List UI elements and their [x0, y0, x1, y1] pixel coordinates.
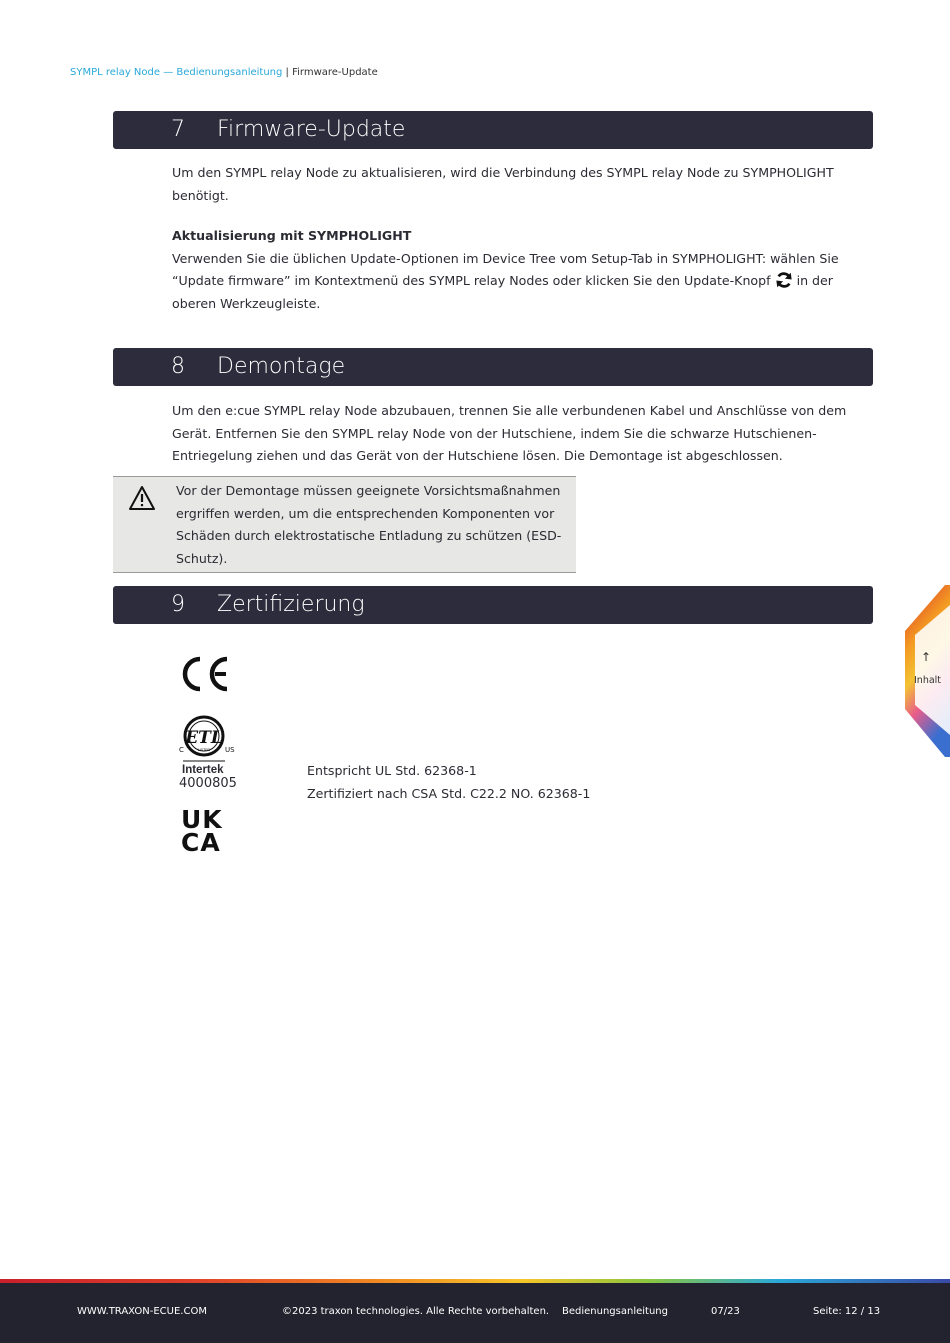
section-number: 8: [171, 354, 185, 379]
etl-listed-logo: [177, 714, 237, 764]
footer-version: 07/23: [711, 1306, 740, 1317]
breadcrumb-current: Firmware-Update: [292, 67, 378, 78]
certification-line2: Zertifiziert nach CSA Std. C22.2 NO. 62368-1: [307, 785, 591, 801]
firmware-text-after: in der oberen Werkzeugleiste.: [172, 273, 833, 311]
breadcrumb: [70, 67, 378, 78]
inhalt-link[interactable]: Inhalt: [914, 675, 942, 686]
up-arrow-icon[interactable]: ↑: [921, 650, 932, 664]
firmware-text-before: Verwenden Sie die üblichen Update-Optionen im Device Tree vom Setup-Tab in SYMPHOLIGHT: wählen Sie “Update firmware” im Kontextmenü des SYMPL relay Nodes oder klicken Sie den Update-Knopf: [172, 250, 839, 288]
warning-text: Vor der Demontage müssen geeignete Vorsichtsmaßnahmen ergriffen werden, um die entsprechenden Komponenten vor Schäden durch elektrostatische Entladung zu schützen (ESD-Schutz).: [176, 483, 562, 566]
section-title: Firmware-Update: [217, 117, 406, 142]
certification-line1: Entspricht UL Std. 62368-1: [307, 763, 477, 778]
firmware-body: [172, 225, 872, 315]
ukca-line2: CA: [181, 828, 221, 857]
certification-text: [307, 760, 590, 805]
intertek-number: 4000805: [179, 776, 237, 791]
breadcrumb-link[interactable]: SYMPL relay Node — Bedienungsanleitung: [70, 67, 283, 78]
firmware-intro: Um den SYMPL relay Node zu aktualisieren, wird die Verbindung des SYMPL relay Node zu SYMPHOLIGHT benötigt.: [172, 165, 834, 203]
footer-website[interactable]: WWW.TRAXON-ECUE.COM: [77, 1306, 207, 1317]
refresh-icon: [775, 271, 793, 289]
etl-listed-text: LISTED: [197, 748, 211, 752]
section-number: 9: [171, 592, 185, 617]
warning-box: [113, 476, 576, 573]
firmware-subheading: Aktualisierung mit SYMPHOLIGHT: [172, 228, 412, 243]
ukca-line1: UK: [181, 805, 223, 834]
etl-text: ETL: [185, 728, 223, 748]
intertek-label: Intertek: [182, 764, 224, 776]
ukca-logo: [181, 805, 223, 857]
footer-color-stripe: [0, 1279, 950, 1283]
section-title: Zertifizierung: [217, 592, 365, 617]
footer-doc-type: Bedienungsanleitung: [562, 1306, 668, 1317]
etl-us-text: US: [225, 746, 235, 754]
section-header-demontage: [113, 348, 873, 386]
section-title: Demontage: [217, 354, 346, 379]
etl-c-text: C: [179, 746, 184, 754]
inhalt-tab[interactable]: [903, 585, 950, 757]
ce-mark-logo: [178, 655, 232, 693]
section-number: 7: [171, 117, 185, 142]
section-header-zertifizierung: [113, 586, 873, 624]
demontage-body: Um den e:cue SYMPL relay Node abzubauen, trennen Sie alle verbundenen Kabel und Anschlüsse von dem Gerät. Entfernen Sie den SYMPL relay Node von der Hutschiene, indem Sie die schwarze Hutschienen-Entriegelung ziehen und das Gerät von der Hutschiene lösen. Die Demontage ist abgeschlossen.: [172, 403, 847, 463]
breadcrumb-separator: |: [282, 67, 293, 78]
page-footer: [0, 1279, 950, 1343]
footer-copyright: ©2023 traxon technologies. Alle Rechte vorbehalten.: [282, 1306, 550, 1317]
footer-page-number: Seite: 12 / 13: [813, 1306, 881, 1317]
section-header-firmware-update: [113, 111, 873, 149]
warning-icon: [128, 485, 156, 511]
